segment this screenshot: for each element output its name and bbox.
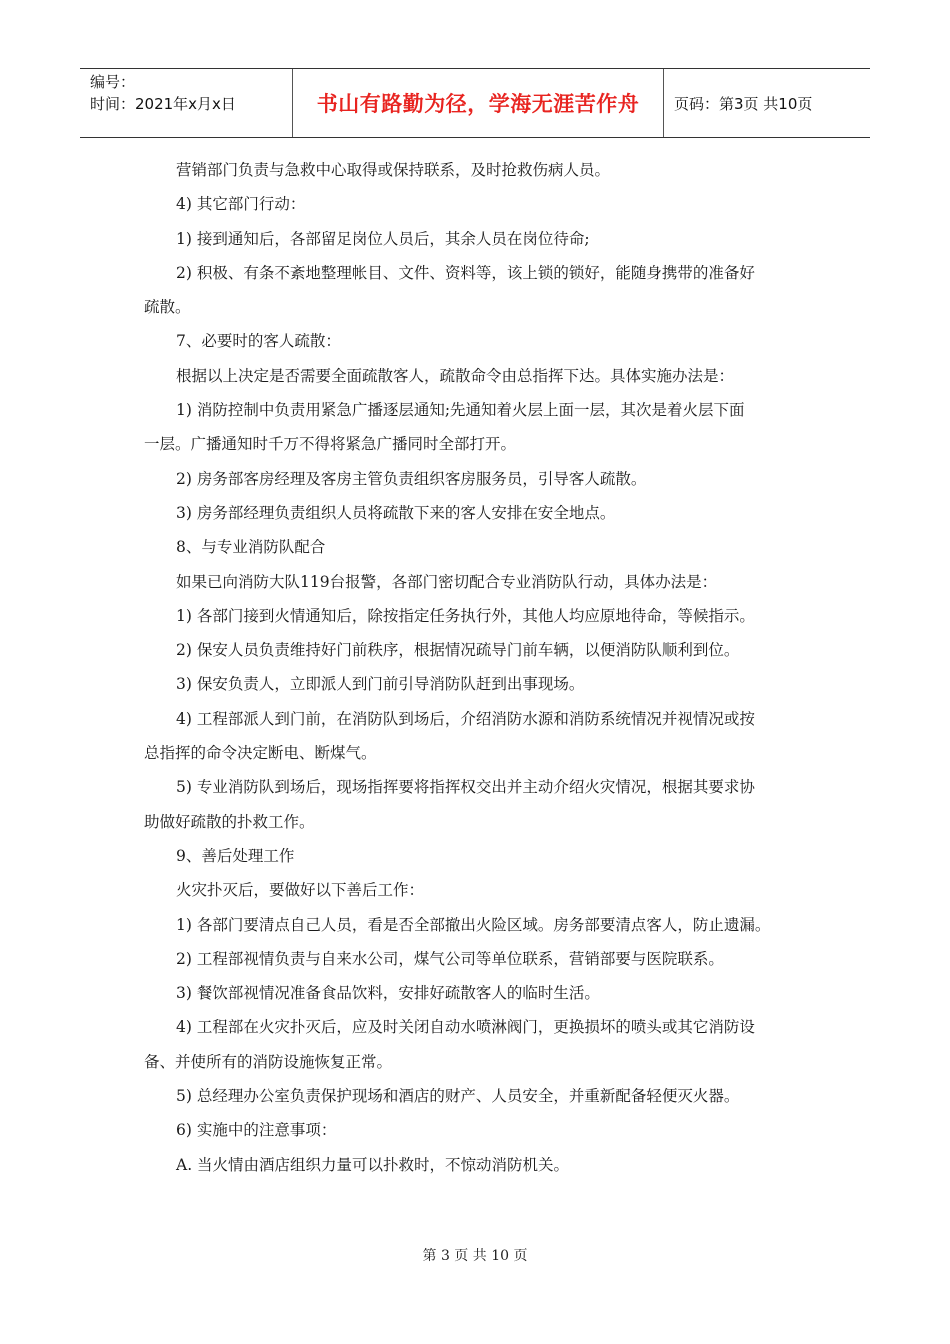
- paragraph-line: 3) 房务部经理负责组织人员将疏散下来的客人安排在安全地点。: [176, 503, 616, 522]
- paragraph-line: 8、与专业消防队配合: [176, 538, 326, 557]
- header-motto: 书山有路勤为径，学海无涯苦作舟: [316, 92, 640, 116]
- paragraph-line: 4) 工程部派人到门前，在消防队到场后，介绍消防水源和消防系统情况并视情况或按: [176, 709, 755, 728]
- document-body: [144, 153, 824, 1182]
- paragraph-line: 6) 实施中的注意事项：: [176, 1121, 337, 1140]
- paragraph-line: 备、并使所有的消防设施恢复正常。: [144, 1052, 393, 1071]
- paragraph-line: 1) 各部门要清点自己人员，看是否全部撤出火险区域。房务部要清点客人，防止遗漏。: [176, 915, 771, 934]
- document-time-label: 时间：2021年x月x日: [90, 95, 236, 113]
- header-page-info: 页码：第3页 共10页: [674, 94, 813, 113]
- paragraph-line: 营销部门负责与急救中心取得或保持联系，及时抢救伤病人员。: [176, 161, 611, 179]
- paragraph-line: 疏散。: [144, 298, 191, 317]
- paragraph-line: 2) 工程部视情负责与自来水公司，煤气公司等单位联系，营销部要与医院联系。: [176, 949, 724, 968]
- page-header: [80, 68, 870, 138]
- paragraph-line: 根据以上决定是否需要全面疏散客人，疏散命令由总指挥下达。具体实施办法是：: [176, 366, 735, 385]
- paragraph-line: 如果已向消防大队119台报警，各部门密切配合专业消防队行动，具体办法是：: [176, 572, 718, 591]
- paragraph-line: 一层。广播通知时千万不得将紧急广播同时全部打开。: [144, 435, 517, 454]
- paragraph-line: 总指挥的命令决定断电、断煤气。: [144, 744, 377, 763]
- page-footer: 第 3 页 共 10 页: [422, 1248, 528, 1264]
- document-number-label: 编号：: [90, 73, 136, 91]
- paragraph-line: 2) 积极、有条不紊地整理帐目、文件、资料等，该上锁的锁好，能随身携带的准备好: [176, 263, 755, 282]
- paragraph-line: 5) 专业消防队到场后，现场指挥要将指挥权交出并主动介绍火灾情况，根据其要求协: [176, 778, 755, 797]
- paragraph-line: 3) 保安负责人，立即派人到门前引导消防队赶到出事现场。: [176, 675, 585, 694]
- paragraph-line: 4) 工程部在火灾扑灭后，应及时关闭自动水喷淋阀门，更换损坏的喷头或其它消防设: [176, 1018, 755, 1037]
- paragraph-line: 助做好疏散的扑救工作。: [144, 812, 315, 831]
- paragraph-line: 2) 房务部客房经理及客房主管负责组织客房服务员，引导客人疏散。: [176, 469, 647, 488]
- paragraph-line: 4) 其它部门行动：: [176, 195, 306, 214]
- paragraph-line: 5) 总经理办公室负责保护现场和酒店的财产、人员安全，并重新配备轻便灭火器。: [176, 1087, 740, 1106]
- header-meta: [80, 69, 293, 137]
- paragraph-line: 7、必要时的客人疏散：: [176, 332, 341, 351]
- paragraph-line: 1) 接到通知后，各部留足岗位人员后，其余人员在岗位待命;: [176, 229, 590, 248]
- paragraph-line: 1) 消防控制中负责用紧急广播逐层通知;先通知着火层上面一层，其次是着火层下面: [176, 401, 745, 420]
- paragraph-line: 火灾扑灭后，要做好以下善后工作：: [176, 881, 425, 900]
- paragraph-line: 3) 餐饮部视情况准备食品饮料，安排好疏散客人的临时生活。: [176, 984, 600, 1003]
- paragraph-line: 1) 各部门接到火情通知后，除按指定任务执行外，其他人均应原地待命，等候指示。: [176, 606, 755, 625]
- paragraph-line: 2) 保安人员负责维持好门前秩序，根据情况疏导门前车辆，以便消防队顺利到位。: [176, 641, 740, 660]
- header-motto-cell: [293, 69, 664, 137]
- paragraph-line: 9、善后处理工作: [176, 846, 295, 865]
- paragraph-line: A. 当火情由酒店组织力量可以扑救时，不惊动消防机关。: [176, 1155, 570, 1174]
